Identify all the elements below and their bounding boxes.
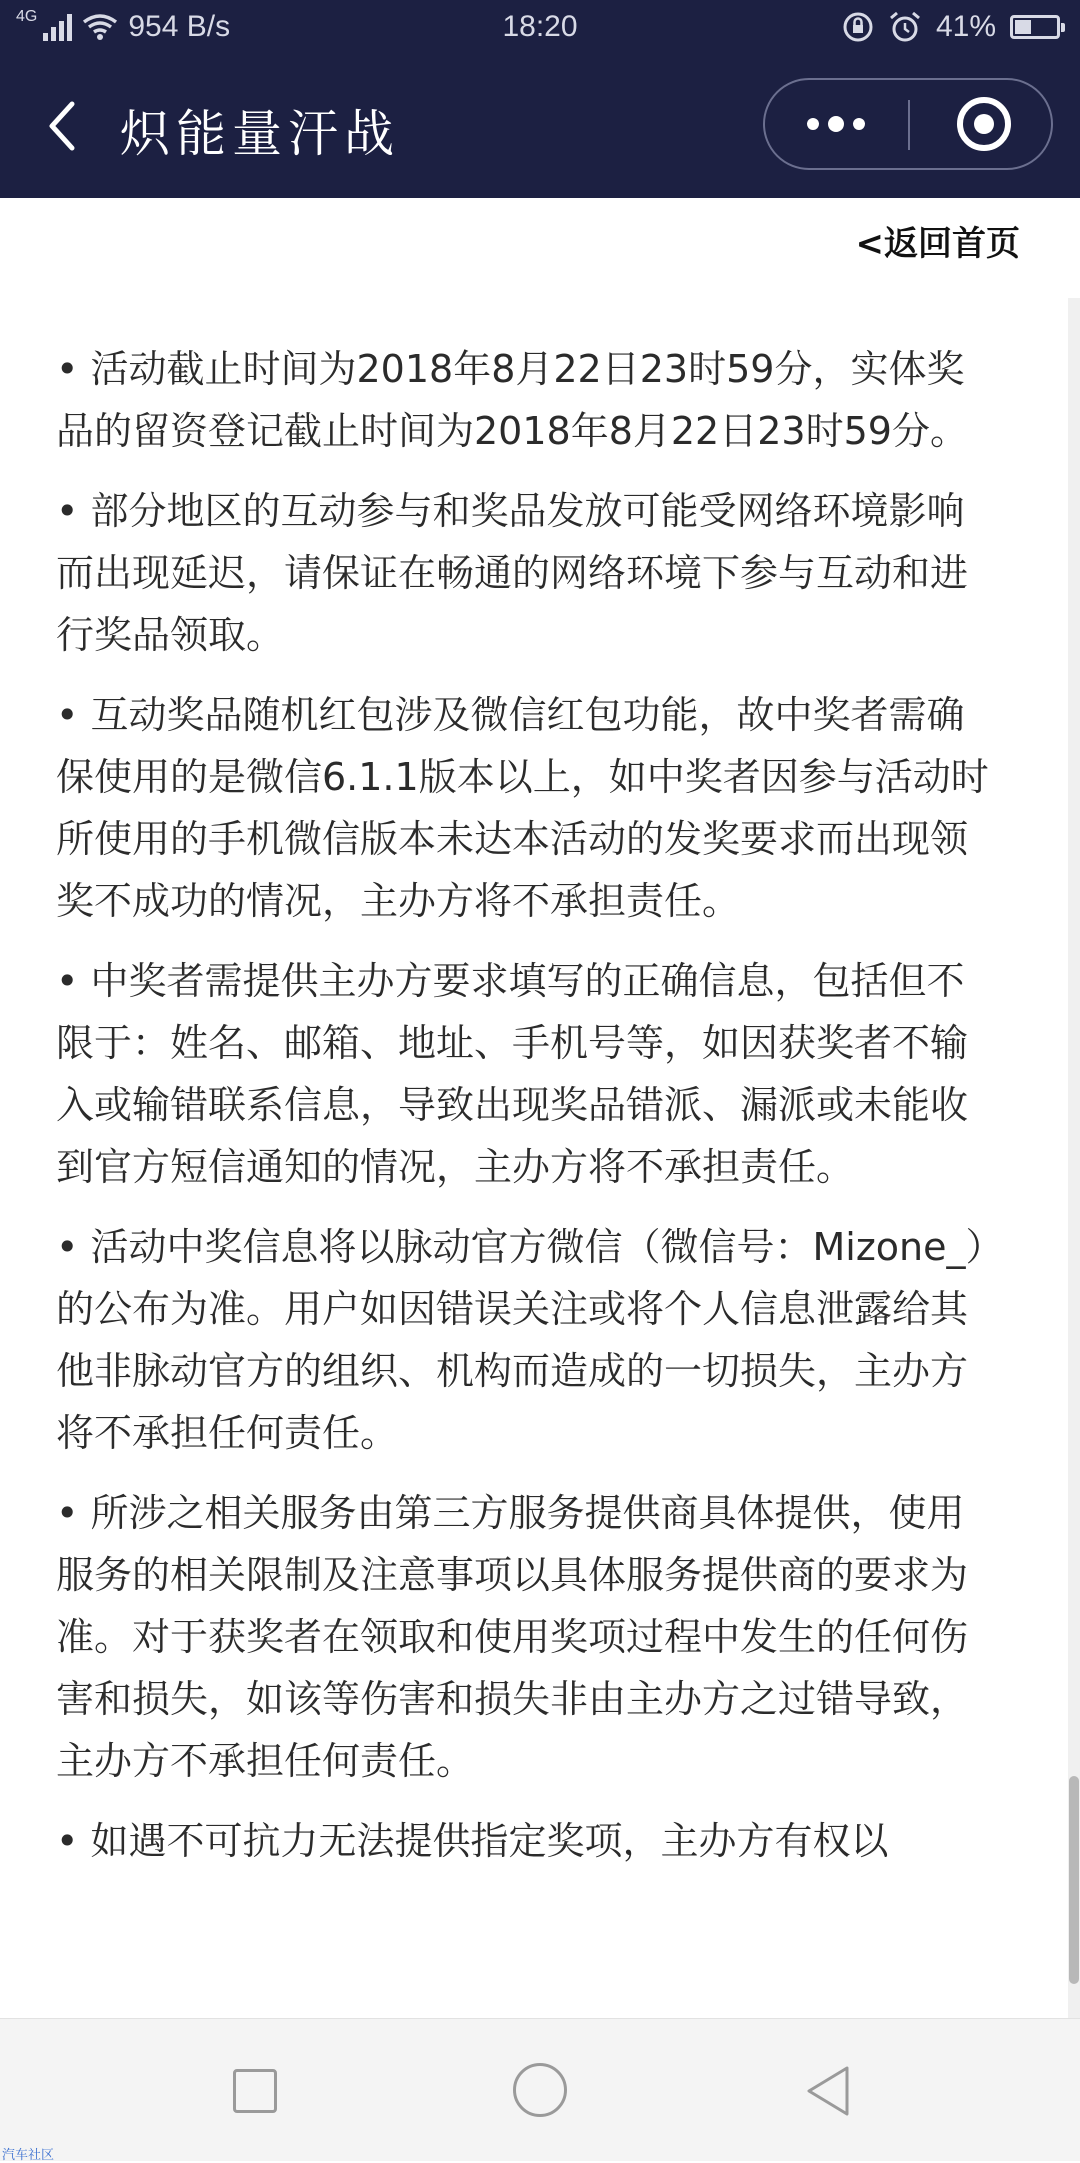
recent-apps-icon[interactable]	[233, 2069, 277, 2113]
battery-icon	[1010, 15, 1060, 39]
page-title: 炽能量汗战	[120, 105, 400, 163]
rules-text	[56, 338, 996, 1890]
back-to-home-link[interactable]: <返回首页	[855, 224, 1020, 264]
status-right	[842, 10, 1060, 44]
more-button[interactable]	[765, 80, 907, 168]
scrollbar-thumb[interactable]	[1069, 1776, 1079, 1984]
capsule-menu	[763, 78, 1053, 170]
watermark: 汽车社区	[2, 2148, 55, 2163]
home-icon[interactable]	[513, 2063, 567, 2117]
rule-paragraph: • 如遇不可抗力无法提供指定奖项，主办方有权以	[56, 1819, 889, 1863]
back-button[interactable]	[34, 96, 94, 156]
capsule-divider	[908, 100, 910, 150]
network-type: 4G	[16, 8, 38, 25]
close-button[interactable]	[957, 97, 1011, 151]
rule-paragraph: • 中奖者需提供主办方要求填写的正确信息，包括但不限于：姓名、邮箱、地址、手机号等，如因获奖者不输入或输错联系信息，导致出现奖品错派、漏派或未能收到官方短信通知的情况，主办方将不承担责任。	[56, 959, 969, 1189]
net-speed: 954 B/s	[128, 10, 231, 43]
more-dots-icon	[828, 116, 844, 132]
alarm-icon	[888, 11, 922, 43]
battery-percent: 41%	[935, 10, 996, 43]
battery-fill	[1015, 20, 1031, 34]
rotation-lock-icon	[842, 11, 874, 43]
scrollbar-track[interactable]	[1068, 298, 1080, 2018]
mini-program-nav-bar	[0, 56, 1080, 198]
more-dots-icon	[807, 118, 819, 130]
rule-paragraph: • 活动截止时间为2018年8月22日23时59分，实体奖品的留资登记截止时间为2018年8月22日23时59分。	[56, 347, 968, 453]
clock: 18:20	[502, 10, 578, 43]
rule-paragraph: • 互动奖品随机红包涉及微信红包功能，故中奖者需确保使用的是微信6.1.1版本以上，如中奖者因参与活动时所使用的手机微信版本未达本活动的发奖要求而出现领奖不成功的情况，主办方将不承担责任。	[56, 693, 989, 923]
more-dots-icon	[853, 118, 865, 130]
status-bar	[0, 0, 1080, 56]
chevron-left-icon	[34, 96, 94, 156]
back-icon[interactable]	[803, 2063, 853, 2119]
system-navigation-bar	[0, 2018, 1080, 2161]
rule-paragraph: • 活动中奖信息将以脉动官方微信（微信号：Mizone_）的公布为准。用户如因错误关注或将个人信息泄露给其他非脉动官方的组织、机构而造成的一切损失，主办方将不承担任何责任。	[56, 1225, 985, 1455]
rule-paragraph: • 所涉之相关服务由第三方服务提供商具体提供，使用服务的相关限制及注意事项以具体服务提供商的要求为准。对于获奖者在领取和使用奖项过程中发生的任何伤害和损失，如该等伤害和损失非由主办方之过错导致，主办方不承担任何责任。	[56, 1491, 969, 1783]
rule-paragraph: • 部分地区的互动参与和奖品发放可能受网络环境影响而出现延迟，请保证在畅通的网络环境下参与互动和进行奖品领取。	[56, 489, 969, 657]
page-content	[0, 198, 1080, 2018]
